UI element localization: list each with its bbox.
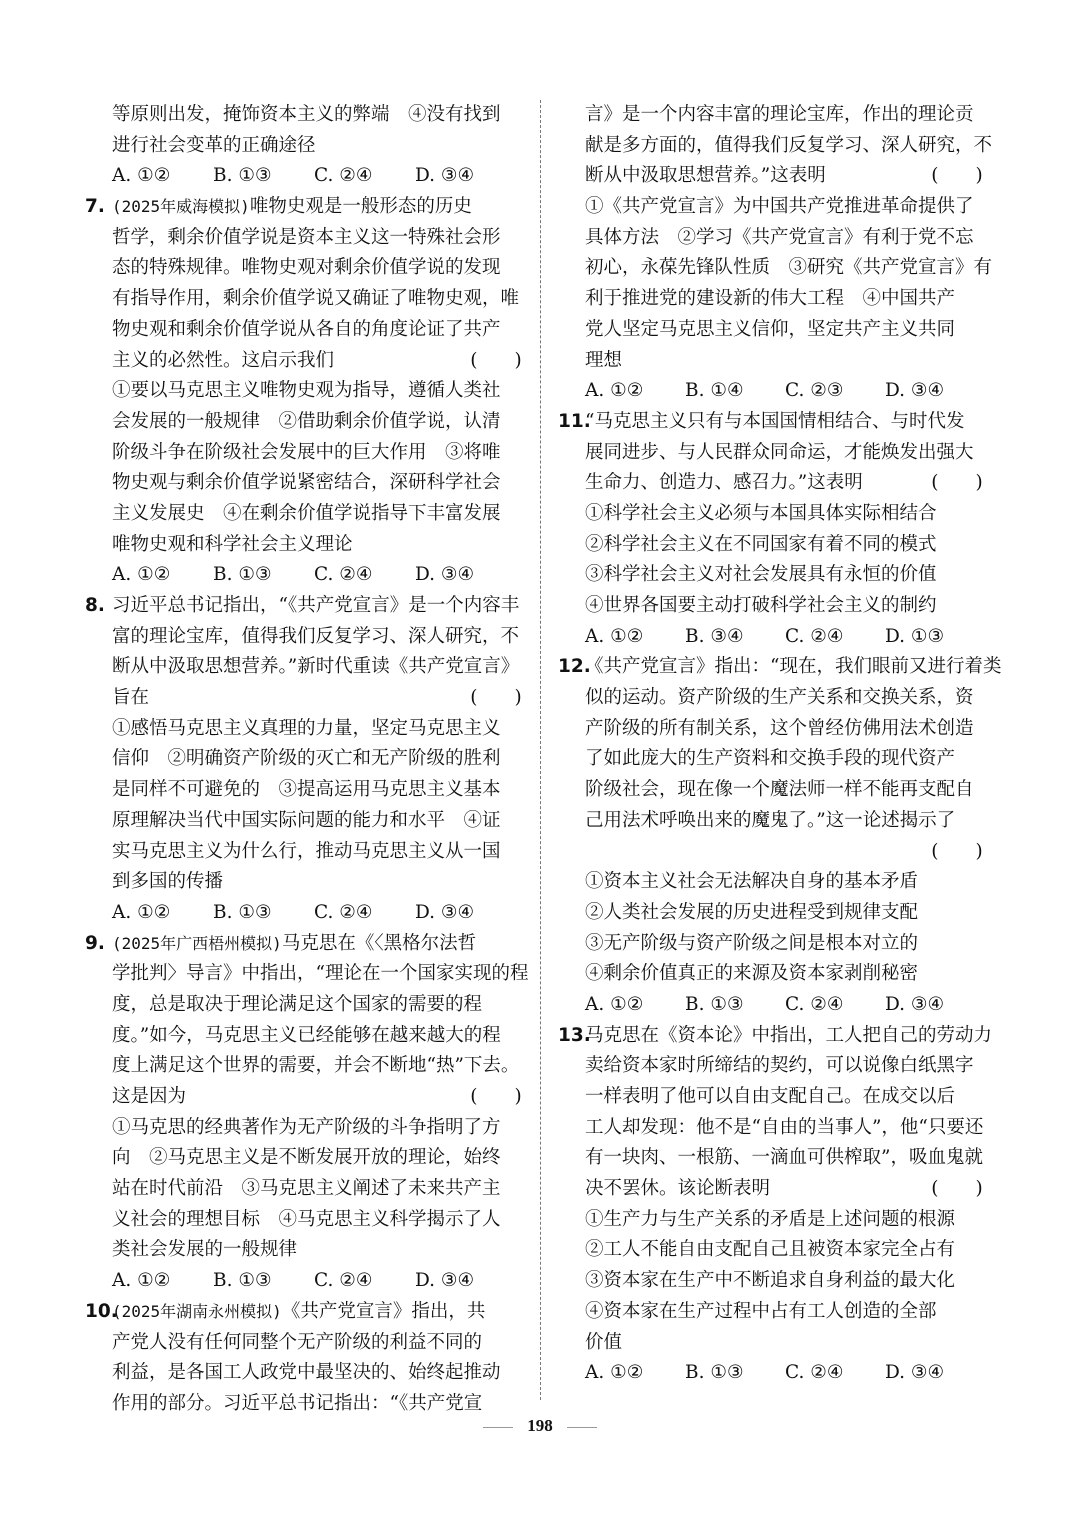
- choice-line: 党人坚定马克思主义信仰，坚定共产主义共同: [585, 318, 956, 340]
- option-c: C. ②④: [785, 993, 844, 1015]
- text-line: 生命力、创造力、感召力。”这表明: [585, 472, 863, 494]
- text-line: 有指导作用，剩余价值学说又确证了唯物史观，唯: [112, 288, 520, 310]
- option-d: D. ③④: [885, 1362, 945, 1384]
- choice-line: 实马克思主义为什么行，推动马克思主义从一国: [112, 840, 501, 862]
- option-b: B. ①④: [685, 380, 744, 402]
- option-c: C. ②④: [314, 901, 373, 923]
- question-9: [85, 929, 529, 1297]
- choice-line: 具体方法 ②学习《共产党宣言》有利于党不忘: [585, 226, 974, 248]
- option-a: A. ①②: [585, 993, 644, 1015]
- question-10-continuation: [585, 100, 993, 407]
- question-number: 8.: [85, 595, 105, 616]
- text-line: 言》是一个内容丰富的理论宝库，作出的理论贡: [585, 104, 974, 125]
- option-b: B. ①③: [685, 1362, 744, 1384]
- choice-line: ②人类社会发展的历史进程受到规律支配: [585, 901, 919, 923]
- question-number: 9.: [85, 932, 105, 954]
- choice-line: ①科学社会主义必须与本国具体实际相结合: [585, 502, 937, 524]
- text-line: 《共产党宣言》指出：“现在，我们眼前又进行着类: [585, 656, 1002, 678]
- choice-line: ①马克思的经典著作为无产阶级的斗争指明了方: [112, 1116, 501, 1138]
- option-c: C. ②④: [314, 564, 373, 586]
- answer-blank: ( ): [931, 1178, 983, 1200]
- text-line: 卖给资本家时所缔结的契约，可以说像白纸黑字: [585, 1055, 974, 1077]
- question-number: 12.: [558, 656, 591, 678]
- choice-line: ①感悟马克思主义真理的力量，坚定马克思主义: [112, 717, 501, 739]
- option-c: C. ②③: [785, 380, 844, 402]
- option-c: C. ②④: [785, 1362, 844, 1384]
- option-b: B. ③④: [685, 625, 744, 647]
- question-12: [558, 652, 1002, 1020]
- option-c: C. ②④: [314, 1270, 373, 1292]
- text-line: “马克思主义只有与本国国情相结合、与时代发: [585, 410, 965, 432]
- choice-line: 价值: [585, 1331, 623, 1353]
- page-footer: [0, 1416, 1080, 1436]
- question-source: (2025年威海模拟): [112, 197, 250, 217]
- choice-line: 物史观与剩余价值学说紧密结合，深研科学社会: [112, 472, 501, 494]
- text-line: 利益，是各国工人政党中最坚决的、始终起推动: [112, 1362, 501, 1384]
- answer-blank: ( ): [470, 1086, 522, 1107]
- text-line: 这是因为: [112, 1086, 187, 1107]
- option-a: A. ①②: [585, 380, 644, 402]
- option-d: D. ③④: [885, 380, 945, 402]
- option-a: A. ①②: [112, 564, 171, 586]
- choice-line: 站在时代前沿 ③马克思主义阐述了未来共产主: [112, 1178, 501, 1200]
- choice-line: 阶级斗争在阶级社会发展中的巨大作用 ③将唯: [112, 441, 501, 463]
- question-number: 11.: [558, 410, 591, 432]
- text-line: 决不罢休。该论断表明: [585, 1178, 771, 1200]
- text-line: 度，总是取决于理论满足这个国家的需要的程: [112, 993, 483, 1015]
- choice-line: ④剩余价值真正的来源及资本家剥削秘密: [585, 963, 919, 985]
- option-d: D. ③④: [415, 901, 475, 923]
- choice-line: 向 ②马克思主义是不断发展开放的理论，始终: [112, 1147, 501, 1169]
- choice-line: ②科学社会主义在不同国家有着不同的模式: [585, 533, 937, 555]
- choice-line: ①要以马克思主义唯物史观为指导，遵循人类社: [112, 380, 501, 402]
- answer-blank: ( ): [931, 165, 983, 187]
- text-line: 进行社会变革的正确途径: [112, 134, 316, 156]
- choice-line: 是同样不可避免的 ③提高运用马克思主义基本: [112, 779, 501, 801]
- choice-line: 主义发展史 ④在剩余价值学说指导下丰富发展: [112, 502, 501, 524]
- question-number: 7.: [85, 196, 105, 218]
- choice-line: ③资本家在生产中不断追求自身利益的最大化: [585, 1270, 956, 1292]
- text-line: 己用法术呼唤出来的魔鬼了。”这一论述揭示了: [585, 809, 956, 831]
- choice-line: 到多国的传播: [112, 871, 224, 893]
- question-source: (2025年广西梧州模拟): [112, 933, 282, 953]
- option-a: A. ①②: [112, 165, 171, 187]
- answer-options: [112, 1266, 524, 1297]
- option-b: B. ①③: [213, 165, 272, 187]
- choice-line: 义社会的理想目标 ④马克思主义科学揭示了人: [112, 1208, 501, 1230]
- footer-rule-left: [483, 1427, 513, 1428]
- choice-line: 利于推进党的建设新的伟大工程 ④中国共产: [585, 288, 956, 310]
- text-line: 唯物史观是一般形态的历史: [249, 196, 472, 218]
- option-d: D. ①③: [885, 625, 945, 647]
- text-line: 等原则出发，掩饰资本主义的弊端 ④没有找到: [112, 104, 501, 125]
- choice-line: ②工人不能自由支配自己且被资本家完全占有: [585, 1239, 956, 1261]
- text-line: 了如此庞大的生产资料和交换手段的现代资产: [585, 748, 956, 770]
- column-divider: [540, 100, 541, 1400]
- option-a: A. ①②: [585, 1362, 644, 1384]
- text-line: 马克思在《〈黑格尔法哲: [281, 932, 477, 954]
- option-b: B. ①③: [213, 1270, 272, 1292]
- answer-options: [112, 161, 524, 192]
- text-line: 断从中汲取思想营养。”这表明: [585, 165, 826, 187]
- text-line: 献是多方面的，值得我们反复学习、深人研究，不: [585, 134, 993, 156]
- answer-options: [585, 1358, 985, 1389]
- text-line: 产党人没有任何同整个无产阶级的利益不同的: [112, 1331, 483, 1353]
- text-line: 习近平总书记指出，“《共产党宣言》是一个内容丰: [112, 595, 520, 616]
- text-line: 产阶级的所有制关系，这个曾经仿佛用法术创造: [585, 717, 974, 739]
- option-a: A. ①②: [112, 901, 171, 923]
- answer-blank: ( ): [931, 472, 983, 494]
- question-11: [558, 407, 985, 653]
- question-number: 13.: [558, 1024, 591, 1046]
- text-line: 度上满足这个世界的需要，并会不断地“热”下去。: [112, 1055, 520, 1077]
- choice-line: 信仰 ②明确资产阶级的灭亡和无产阶级的胜利: [112, 748, 501, 770]
- left-column: [85, 100, 529, 1420]
- text-line: 马克思在《资本论》中指出，工人把自己的劳动力: [585, 1024, 993, 1046]
- choice-line: 原理解决当代中国实际问题的能力和水平 ④证: [112, 809, 501, 831]
- text-line: 《共产党宣言》指出，共: [281, 1300, 486, 1322]
- text-line: 展同进步、与人民群众同命运，才能焕发出强大: [585, 441, 974, 463]
- option-c: C. ②④: [785, 625, 844, 647]
- option-a: A. ①②: [585, 625, 644, 647]
- choice-line: ①《共产党宣言》为中国共产党推进革命提供了: [585, 196, 974, 218]
- question-8: [85, 591, 524, 929]
- answer-options: [112, 560, 524, 591]
- right-column: [558, 100, 1002, 1389]
- option-c: C. ②④: [314, 165, 373, 187]
- page-number: 198: [527, 1416, 553, 1435]
- option-b: B. ①③: [685, 993, 744, 1015]
- choice-line: ③科学社会主义对社会发展具有永恒的价值: [585, 564, 937, 586]
- option-d: D. ③④: [415, 564, 475, 586]
- text-line: 态的特殊规律。唯物史观对剩余价值学说的发现: [112, 257, 501, 279]
- question-7: [85, 192, 524, 591]
- text-line: 阶级社会，现在像一个魔法师一样不能再支配自: [585, 779, 974, 801]
- text-line: 哲学，剩余价值学说是资本主义这一特殊社会形: [112, 226, 501, 248]
- text-line: 一样表明了他可以自由支配自己。在成交以后: [585, 1086, 956, 1107]
- question-source: (2025年湖南永州模拟): [112, 1301, 282, 1321]
- option-b: B. ①③: [213, 564, 272, 586]
- question-number: 10.: [85, 1300, 118, 1322]
- option-d: D. ③④: [415, 1270, 475, 1292]
- text-line: 学批判〉导言》中指出，“理论在一个国家实现的程: [112, 963, 529, 985]
- text-line: 作用的部分。习近平总书记指出：“《共产党宣: [112, 1392, 483, 1414]
- choice-line: ①生产力与生产关系的矛盾是上述问题的根源: [585, 1208, 956, 1230]
- answer-blank: ( ): [470, 687, 522, 709]
- text-line: 工人却发现：他不是“自由的当事人”，他“只要还: [585, 1116, 984, 1138]
- text-line: 主义的必然性。这启示我们: [112, 349, 335, 371]
- text-line: 有一块肉、一根筋、一滴血可供榨取”，吸血鬼就: [585, 1147, 983, 1169]
- option-d: D. ③④: [885, 993, 945, 1015]
- text-line: 物史观和剩余价值学说从各自的角度论证了共产: [112, 318, 501, 340]
- choice-line: 类社会发展的一般规律: [112, 1239, 298, 1261]
- option-a: A. ①②: [112, 1270, 171, 1292]
- footer-rule-right: [567, 1427, 597, 1428]
- choice-line: ④世界各国要主动打破科学社会主义的制约: [585, 595, 937, 616]
- option-d: D. ③④: [415, 165, 475, 187]
- text-line: 似的运动。资产阶级的生产关系和交换关系，资: [585, 687, 974, 709]
- question-10: [85, 1297, 524, 1420]
- answer-options: [112, 898, 524, 929]
- answer-blank: ( ): [931, 840, 983, 862]
- answer-options: [585, 622, 985, 653]
- answer-options: [585, 990, 985, 1021]
- choice-line: ①资本主义社会无法解决自身的基本矛盾: [585, 871, 919, 893]
- choice-line: 理想: [585, 349, 623, 371]
- question-6-continuation: [112, 100, 524, 192]
- text-line: 度。”如今，马克思主义已经能够在越来越大的程: [112, 1024, 501, 1046]
- question-13: [558, 1021, 993, 1389]
- option-b: B. ①③: [213, 901, 272, 923]
- choice-line: 会发展的一般规律 ②借助剩余价值学说，认清: [112, 410, 501, 432]
- text-line: 富的理论宝库，值得我们反复学习、深人研究，不: [112, 625, 520, 647]
- choice-line: ④资本家在生产过程中占有工人创造的全部: [585, 1300, 937, 1322]
- answer-options: [585, 376, 985, 407]
- choice-line: 初心，永葆先锋队性质 ③研究《共产党宣言》有: [585, 257, 993, 279]
- answer-blank: ( ): [470, 349, 522, 371]
- text-line: 断从中汲取思想营养。”新时代重读《共产党宣言》: [112, 656, 520, 678]
- choice-line: ③无产阶级与资产阶级之间是根本对立的: [585, 932, 919, 954]
- text-line: 旨在: [112, 687, 150, 709]
- choice-line: 唯物史观和科学社会主义理论: [112, 533, 353, 555]
